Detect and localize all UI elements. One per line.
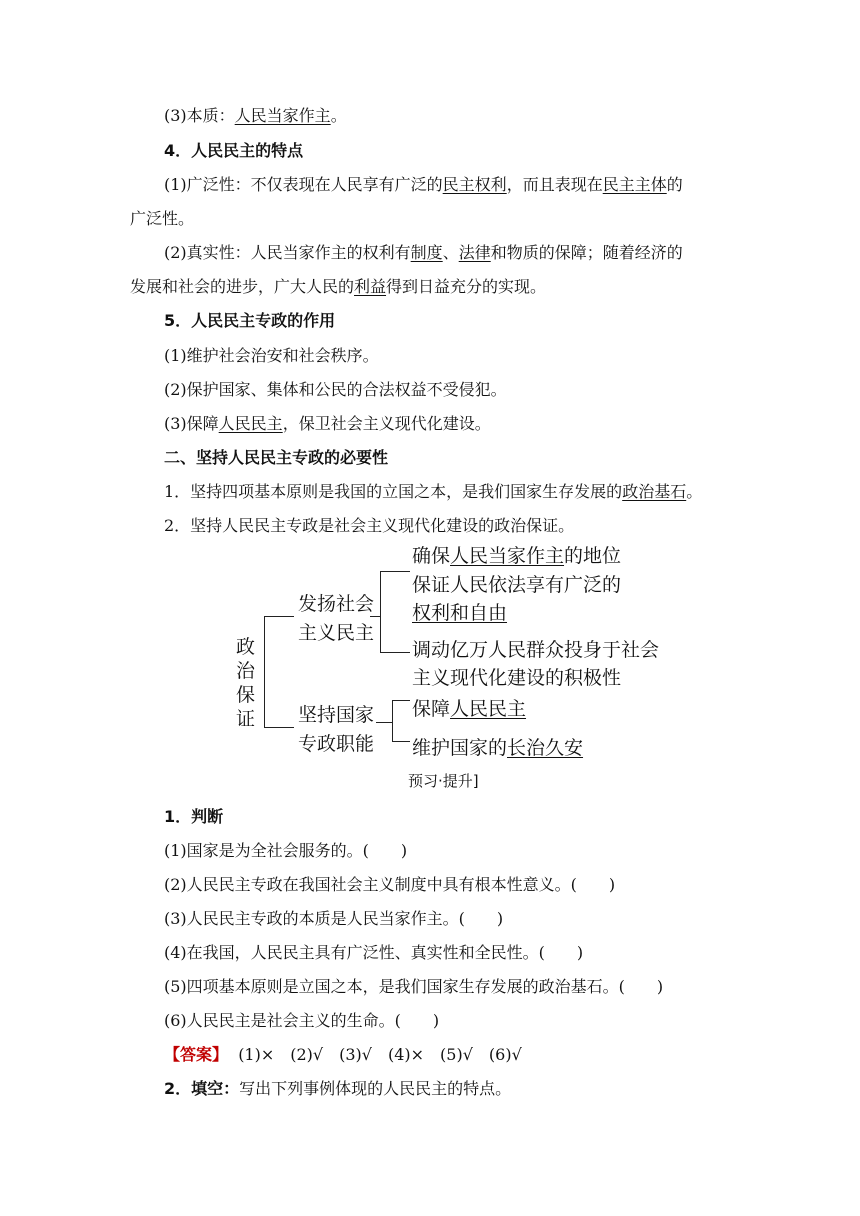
text-span: (3)保障 — [164, 414, 219, 433]
feature-breadth-line1 — [164, 173, 683, 197]
diagram-leaf-mobilize-1: 调动亿万人民群众投身于社会 — [412, 639, 660, 661]
diagram-branch-dictatorship: 专政职能 — [298, 733, 375, 755]
diagram-leaf-rights-1: 保证人民依法享有广泛的 — [412, 574, 622, 596]
judge-item: (2)人民民主专政在我国社会主义制度中具有根本性意义。( ) — [164, 875, 616, 894]
item-essence-prefix: (3)本质： — [164, 106, 235, 125]
diagram-bracket — [264, 616, 265, 728]
diagram-root-char: 证 — [236, 708, 256, 730]
diagram-root-char: 保 — [236, 684, 256, 706]
text-span: 得到日益充分的实现。 — [386, 277, 547, 296]
underlined-answer: 民主权利 — [442, 175, 507, 194]
diagram-branch-democracy: 主义民主 — [298, 622, 375, 644]
section-title-necessity: 二、坚持人民民主专政的必要性 — [164, 448, 389, 467]
diagram-bracket — [380, 571, 381, 653]
text-span: (1)广泛性：不仅表现在人民享有广泛的 — [164, 175, 443, 194]
text-span: (2)真实性：人民当家作主的权利有 — [164, 243, 411, 262]
diagram-bracket — [380, 652, 410, 653]
diagram-leaf-stability — [412, 735, 583, 761]
diagram-bracket — [264, 727, 294, 728]
necessity-point-2: 2．坚持人民民主专政是社会主义现代化建设的政治保证。 — [164, 516, 575, 535]
section-caption: 预习·提升] — [408, 772, 479, 790]
text-span: 发展和社会的进步，广大人民的 — [130, 277, 355, 296]
diagram-bracket — [264, 616, 294, 617]
diagram-leaf-mobilize-2: 主义现代化建设的积极性 — [412, 667, 622, 689]
role-item-3 — [164, 412, 491, 436]
underlined-answer: 人民民主 — [450, 698, 527, 720]
diagram-branch-dictatorship: 坚持国家 — [298, 704, 375, 726]
underlined-answer: 制度 — [410, 243, 443, 262]
underlined-answer: 利益 — [354, 277, 387, 296]
role-item-2: (2)保护国家、集体和公民的合法权益不受侵犯。 — [164, 380, 507, 399]
answer-label: 【答案】 — [164, 1045, 229, 1064]
heading-features: 4．人民民主的特点 — [164, 141, 304, 160]
role-item-1: (1)维护社会治安和社会秩序。 — [164, 346, 379, 365]
diagram-root-char: 政 — [236, 636, 256, 658]
judge-item: (4)在我国，人民民主具有广泛性、真实性和全民性。( ) — [164, 943, 584, 962]
feature-reality-line1 — [164, 241, 683, 265]
diagram-bracket — [392, 700, 410, 701]
text-span: 维护国家的 — [412, 737, 508, 759]
diagram-leaf-master — [412, 543, 621, 569]
text-span: 的 — [666, 175, 683, 194]
item-essence-answer: 人民当家作主 — [234, 106, 331, 125]
answer-line — [164, 1043, 522, 1067]
text-span: 和物质的保障；随着经济的 — [490, 243, 683, 262]
diagram-bracket — [380, 571, 410, 572]
text-span: 、 — [442, 243, 459, 262]
diagram-leaf-guarantee — [412, 696, 526, 722]
answer-text: (1)× (2)√ (3)√ (4)× (5)√ (6)√ — [228, 1045, 522, 1064]
fill-instruction: 写出下列事例体现的人民民主的特点。 — [239, 1079, 512, 1098]
item-essence-suffix: 。 — [330, 106, 347, 125]
underlined-answer: 人民当家作主 — [450, 545, 565, 567]
diagram-root-char: 治 — [236, 660, 256, 682]
judge-item: (3)人民民主专政的本质是人民当家作主。( ) — [164, 909, 504, 928]
judge-item: (5)四项基本原则是立国之本，是我们国家生存发展的政治基石。( ) — [164, 977, 664, 996]
heading-role: 5．人民民主专政的作用 — [164, 311, 336, 330]
diagram-branch-democracy: 发扬社会 — [298, 593, 375, 615]
underlined-answer: 政治基石 — [622, 482, 687, 501]
text-span: ，而且表现在 — [506, 175, 603, 194]
diagram-bracket — [392, 700, 393, 742]
fill-heading-line — [164, 1077, 511, 1101]
judge-item: (1)国家是为全社会服务的。( ) — [164, 841, 408, 860]
feature-breadth-line2: 广泛性。 — [130, 209, 195, 228]
text-span: ，保卫社会主义现代化建设。 — [282, 414, 491, 433]
fill-heading: 2．填空： — [164, 1079, 240, 1098]
underlined-answer: 长治久安 — [507, 737, 584, 759]
text-span: 的地位 — [564, 545, 622, 567]
heading-judge: 1．判断 — [164, 807, 224, 826]
text-span: 保障 — [412, 698, 451, 720]
underlined-answer: 法律 — [458, 243, 491, 262]
feature-reality-line2 — [130, 275, 546, 299]
necessity-point-1 — [164, 480, 702, 504]
diagram-bracket — [370, 616, 380, 617]
diagram-bracket — [392, 741, 410, 742]
underlined-answer: 人民民主 — [218, 414, 283, 433]
underlined-answer: 民主主体 — [602, 175, 667, 194]
item-essence — [164, 104, 347, 128]
diagram-leaf-rights-2: 权利和自由 — [412, 602, 508, 624]
text-span: 确保 — [412, 545, 451, 567]
text-span: 1．坚持四项基本原则是我国的立国之本，是我们国家生存发展的 — [164, 482, 623, 501]
judge-item: (6)人民民主是社会主义的生命。( ) — [164, 1011, 440, 1030]
text-span: 。 — [686, 482, 703, 501]
diagram-bracket — [376, 722, 392, 723]
